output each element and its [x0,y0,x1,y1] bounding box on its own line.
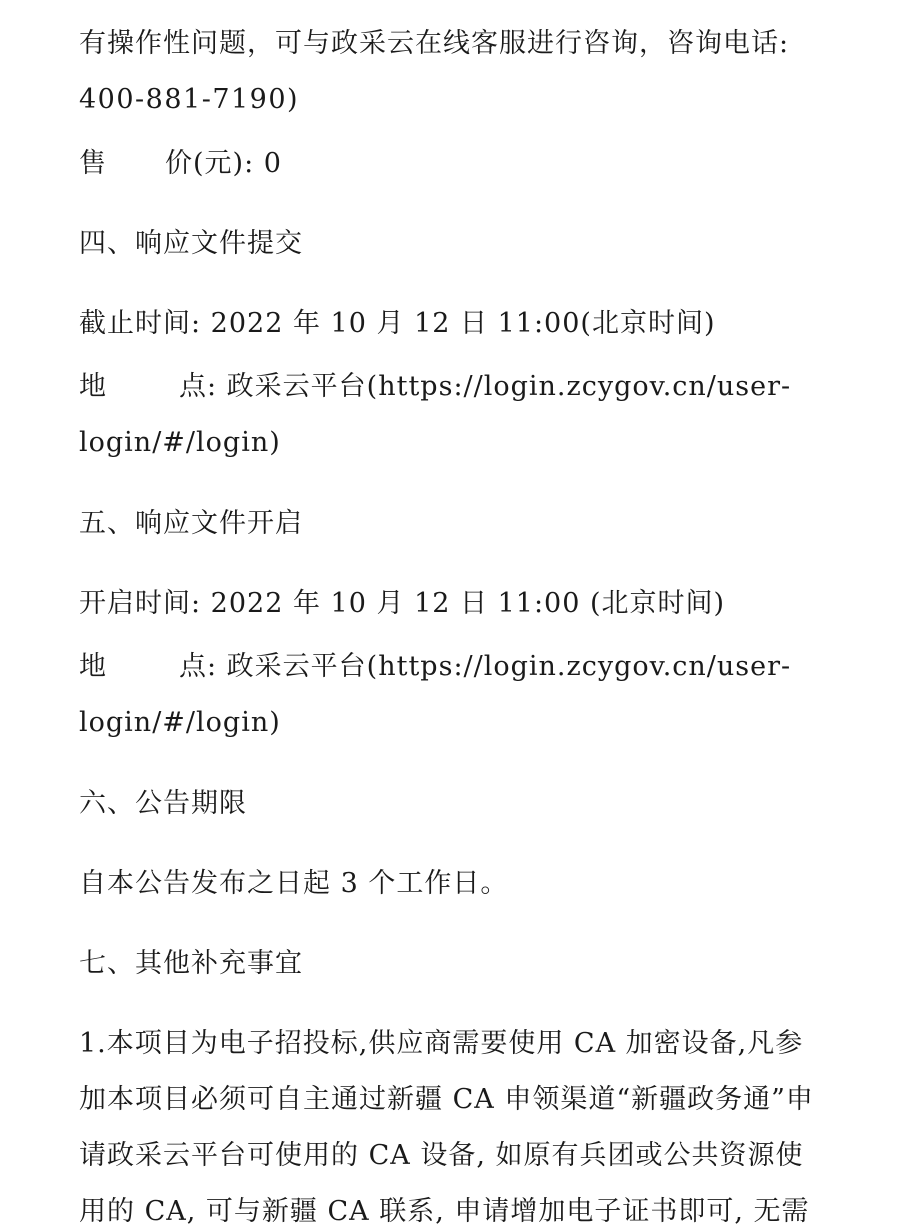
section-heading-5: 五、响应文件开启 [79,508,303,539]
deadline-line: 截止时间: 2022 年 10 月 12 日 11:00(北京时间) [79,308,716,339]
section-heading-4: 四、响应文件提交 [79,228,303,259]
place-line-2 [79,649,839,685]
place-label-part: 地 [79,651,107,682]
place-url-continuation-1: login/#/login) [79,427,281,458]
section-heading-7: 七、其他补充事宜 [79,948,303,979]
body-text-line: 有操作性问题，可与政采云在线客服进行咨询，咨询电话: [79,28,790,59]
price-label-part: 售 [79,148,107,179]
place-label-part: 地 [79,371,107,402]
open-time-line: 开启时间: 2022 年 10 月 12 日 11:00 (北京时间) [79,588,726,619]
paragraph-line-2: 加本项目必须可自主通过新疆 CA 申领渠道“新疆政务通”申 [79,1084,814,1115]
paragraph-line-4: 用的 CA, 可与新疆 CA 联系, 申请增加电子证书即可, 无需 [79,1196,810,1227]
place-value: 点: 政采云平台(https://login.zcygov.cn/user- [179,651,792,682]
section-heading-6: 六、公告期限 [79,788,247,819]
phone-number-line: 400-881-7190) [79,84,300,115]
place-url-continuation-2: login/#/login) [79,707,281,738]
paragraph-line-1: 1.本项目为电子招投标,供应商需要使用 CA 加密设备,凡参 [79,1028,804,1059]
paragraph-line-3: 请政采云平台可使用的 CA 设备, 如原有兵团或公共资源使 [79,1140,804,1171]
period-line: 自本公告发布之日起 3 个工作日。 [79,868,509,899]
price-line [79,146,839,182]
price-value: 价(元): 0 [165,148,282,179]
place-value: 点: 政采云平台(https://login.zcygov.cn/user- [179,371,792,402]
place-line-1 [79,369,839,405]
